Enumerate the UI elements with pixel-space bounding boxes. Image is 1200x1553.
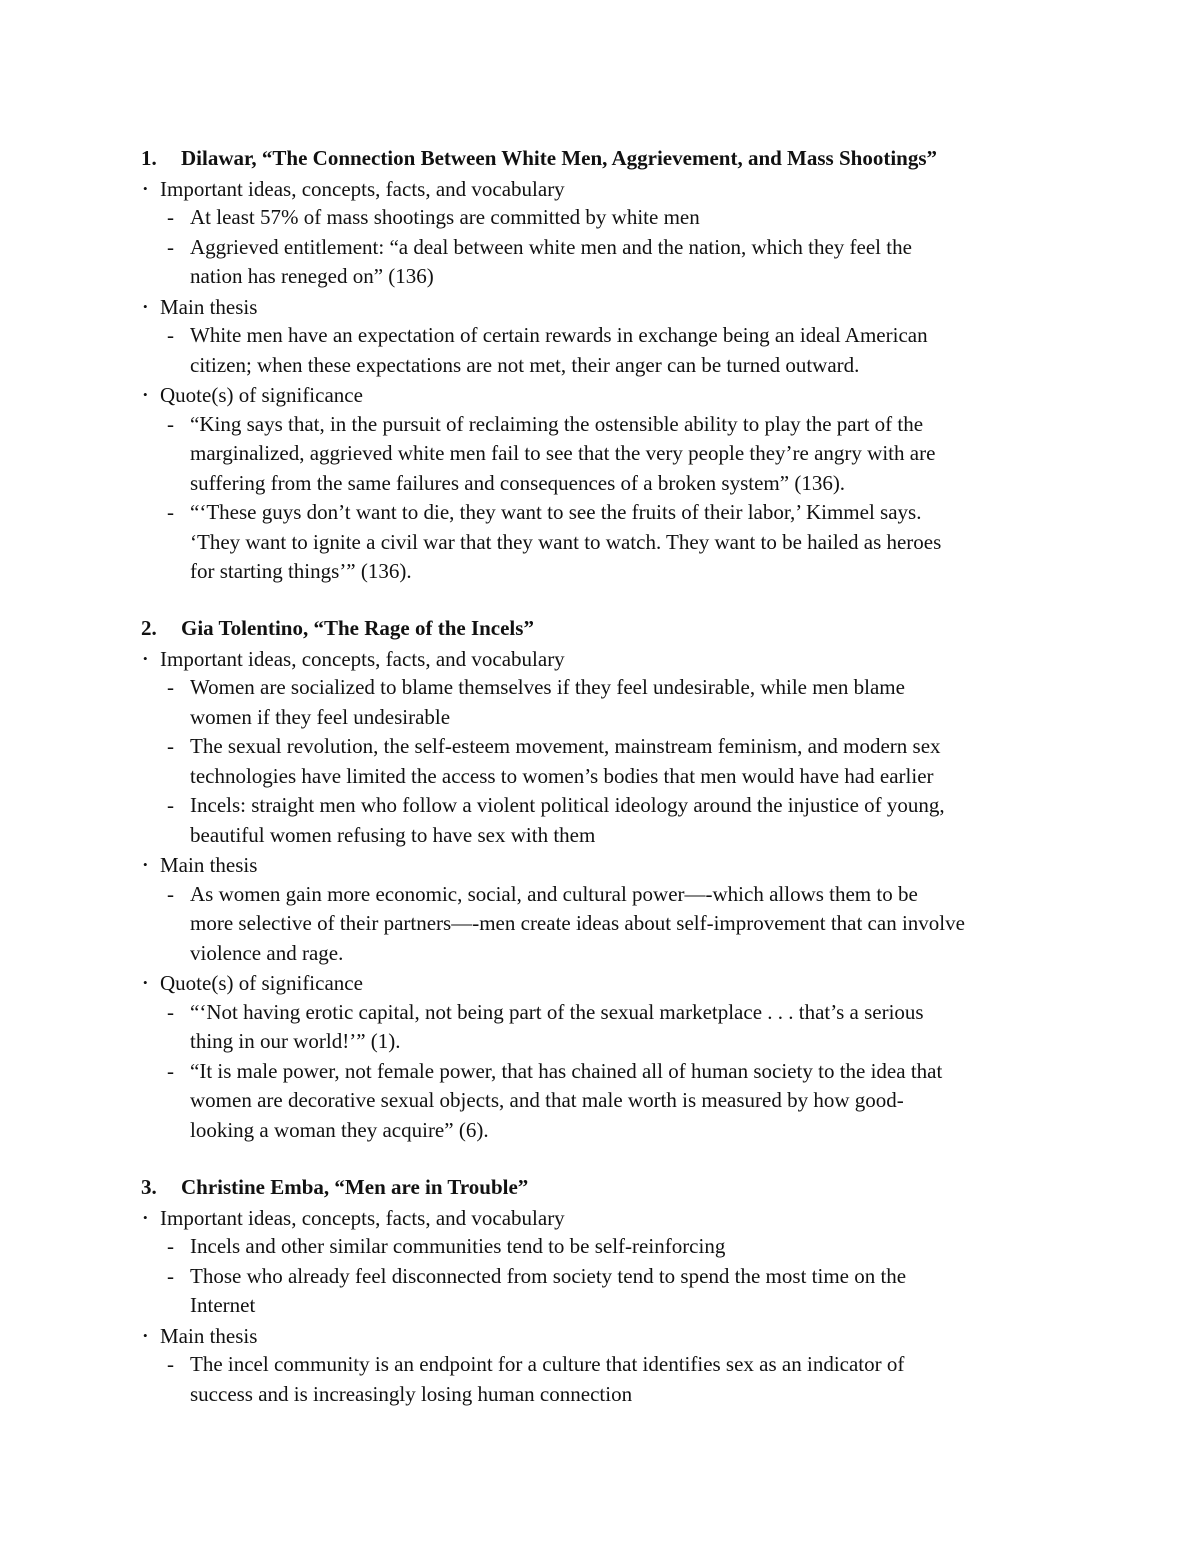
dash-icon: - (167, 793, 174, 817)
section-number: 1. (141, 146, 157, 170)
category-label: Important ideas, concepts, facts, and vocabulary (160, 176, 565, 201)
dash-icon: - (167, 734, 174, 758)
text-line: suffering from the same failures and consequences of a broken system” (136). (190, 470, 846, 495)
list-item (167, 1350, 1067, 1409)
bullet-category (143, 174, 565, 205)
dash-icon: - (167, 881, 174, 906)
list-item (167, 410, 1067, 499)
list-item (167, 1057, 1067, 1146)
text-line: marginalized, aggrieved white men fail to see that the very people they’re angry with are (190, 441, 936, 465)
list-item (167, 673, 1067, 732)
dash-icon: - (167, 1263, 174, 1288)
section-heading (141, 1173, 1141, 1203)
text-line: success and is increasingly losing human connection (190, 1381, 633, 1406)
bullet-icon: • (143, 1327, 148, 1343)
section-heading (141, 144, 1141, 174)
category-label: Main thesis (160, 294, 258, 319)
text-line: Internet (190, 1293, 256, 1317)
list-item-text (190, 1350, 1067, 1409)
category-label: Main thesis (160, 1323, 258, 1348)
bullet-category (143, 850, 257, 881)
text-line: As women gain more economic, social, and cultural power—-which allows them to be (190, 881, 918, 906)
bullet-icon: • (143, 298, 148, 314)
list-item-text (190, 233, 1067, 292)
list-item-text (190, 673, 1067, 732)
category-label: Important ideas, concepts, facts, and vocabulary (160, 646, 565, 671)
text-line: women are decorative sexual objects, and that male worth is measured by how good- (190, 1088, 904, 1112)
dash-icon: - (167, 500, 174, 524)
section-heading (141, 614, 1141, 644)
bullet-category (143, 292, 257, 323)
list-item (167, 233, 1067, 292)
list-item-text (190, 1232, 1067, 1262)
list-item-text (190, 410, 1067, 499)
section-number: 3. (141, 1175, 157, 1199)
section-title: Christine Emba, “Men are in Trouble” (181, 1175, 529, 1199)
text-line: The sexual revolution, the self-esteem movement, mainstream feminism, and modern sex (190, 734, 941, 758)
section-title: Gia Tolentino, “The Rage of the Incels” (181, 616, 534, 640)
text-line: citizen; when these expectations are not met, their anger can be turned outward. (190, 352, 860, 377)
list-item (167, 498, 1067, 587)
section-title: Dilawar, “The Connection Between White Men, Aggrievement, and Mass Shootings” (181, 146, 937, 170)
bullet-icon: • (143, 1209, 148, 1225)
dash-icon: - (167, 675, 174, 699)
list-item (167, 791, 1067, 850)
bullet-category (143, 1321, 257, 1352)
list-item-text (190, 880, 1067, 969)
text-line: Aggrieved entitlement: “a deal between white men and the nation, which they feel the (190, 234, 912, 259)
text-line: women if they feel undesirable (190, 704, 451, 729)
dash-icon: - (167, 1058, 174, 1083)
category-label: Important ideas, concepts, facts, and vocabulary (160, 1205, 565, 1230)
text-line: looking a woman they acquire” (6). (190, 1117, 489, 1142)
bullet-icon: • (143, 857, 148, 872)
list-item-text (190, 321, 1067, 380)
text-line: technologies have limited the access to women’s bodies that men would have had earlier (190, 763, 934, 788)
text-line: “‘These guys don’t want to die, they want to see the fruits of their labor,’ Kimmel says. (190, 500, 922, 524)
category-label: Quote(s) of significance (160, 383, 363, 407)
text-line: “King says that, in the pursuit of reclaiming the ostensible ability to play the part of the (190, 411, 924, 436)
list-item (167, 732, 1067, 791)
text-line: more selective of their partners—-men create ideas about self-improvement that can involve (190, 911, 965, 935)
list-item (167, 998, 1067, 1057)
bullet-category (143, 644, 565, 675)
bullet-icon: • (143, 180, 148, 196)
list-item-text (190, 791, 1067, 850)
text-line: thing in our world!’” (1). (190, 1029, 401, 1053)
list-item-text (190, 732, 1067, 791)
bullet-category (143, 380, 363, 411)
category-label: Main thesis (160, 853, 258, 877)
list-item-text (190, 498, 1067, 587)
list-item-text (190, 998, 1067, 1057)
list-item-text (190, 1262, 1067, 1321)
text-line: Incels and other similar communities tend to be self-reinforcing (190, 1234, 726, 1258)
text-line: violence and rage. (190, 940, 344, 965)
bullet-icon: • (143, 650, 148, 666)
text-line: beautiful women refusing to have sex with them (190, 822, 596, 847)
text-line: Incels: straight men who follow a violent political ideology around the injustice of young, (190, 793, 945, 817)
bullet-icon: • (143, 387, 148, 402)
list-item (167, 1232, 1067, 1262)
dash-icon: - (167, 1234, 174, 1258)
bullet-category (143, 968, 363, 999)
list-item (167, 203, 1067, 233)
text-line: nation has reneged on” (136) (190, 264, 434, 288)
dash-icon: - (167, 1352, 174, 1376)
text-line: White men have an expectation of certain rewards in exchange being an ideal American (190, 323, 928, 347)
list-item (167, 880, 1067, 969)
section-number: 2. (141, 616, 157, 640)
text-line: Women are socialized to blame themselves if they feel undesirable, while men blame (190, 675, 905, 699)
bullet-icon: • (143, 975, 148, 990)
text-line: for starting things’” (136). (190, 559, 412, 583)
list-item-text (190, 1057, 1067, 1146)
text-line: “It is male power, not female power, that has chained all of human society to the idea that (190, 1058, 943, 1083)
bullet-category (143, 1203, 565, 1234)
dash-icon: - (167, 411, 174, 436)
dash-icon: - (167, 205, 174, 229)
text-line: The incel community is an endpoint for a culture that identifies sex as an indicator of (190, 1352, 905, 1376)
list-item (167, 1262, 1067, 1321)
text-line: “‘Not having erotic capital, not being part of the sexual marketplace . . . that’s a serious (190, 999, 924, 1024)
dash-icon: - (167, 323, 174, 347)
text-line: At least 57% of mass shootings are committed by white men (190, 205, 700, 229)
dash-icon: - (167, 234, 174, 259)
text-line: ‘They want to ignite a civil war that they want to watch. They want to be hailed as heroes (190, 529, 942, 554)
list-item (167, 321, 1067, 380)
text-line: Those who already feel disconnected from society tend to spend the most time on the (190, 1263, 907, 1288)
category-label: Quote(s) of significance (160, 971, 363, 995)
list-item-text (190, 203, 1067, 233)
dash-icon: - (167, 999, 174, 1024)
